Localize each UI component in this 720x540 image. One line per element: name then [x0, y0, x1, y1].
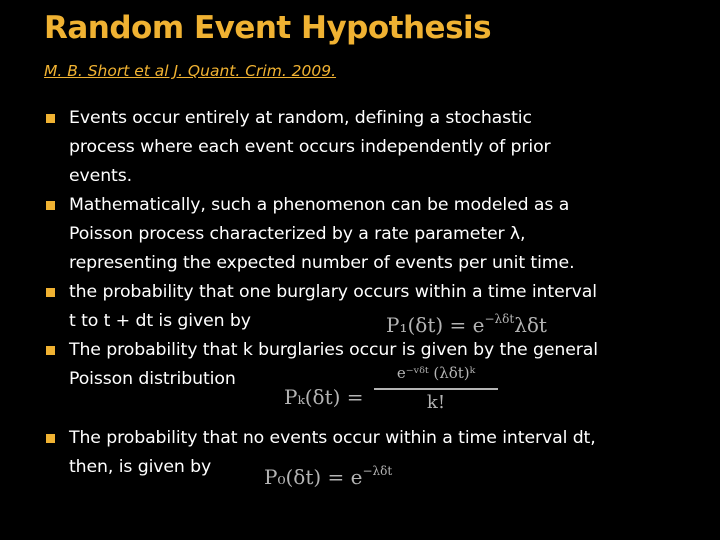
- bullet-marker: [46, 288, 55, 297]
- bullet-text: [69, 191, 574, 278]
- equation-p0: [264, 464, 392, 489]
- bullet-line: events.: [69, 166, 133, 186]
- slide-title: Random Event Hypothesis: [44, 10, 492, 46]
- bullet-line: then, is given by: [69, 457, 212, 477]
- bullet-line: process where each event occurs independently of prior: [69, 137, 551, 157]
- equation-p0-lhs: P₀(δt) = e: [264, 465, 363, 489]
- equation-pk-fraction-bar: [374, 388, 498, 390]
- bullet-line: the probability that one burglary occurs within a time interval: [69, 282, 597, 302]
- bullet-marker: [46, 201, 55, 210]
- slide-subtitle: M. B. Short et al J. Quant. Crim. 2009.: [44, 62, 337, 80]
- equation-p1: [386, 312, 547, 337]
- equation-p0-exponent: −λδt: [362, 464, 393, 478]
- bullet-line: Poisson distribution: [69, 369, 236, 389]
- equation-p1-exponent: −λδt: [484, 312, 515, 326]
- bullet-line: Events occur entirely at random, defining a stochastic: [69, 108, 532, 128]
- bullet-line: t to t + dt is given by: [69, 311, 251, 331]
- equation-p1-rhs: λδt: [514, 313, 547, 337]
- equation-p1-lhs: P₁(δt) = e: [386, 313, 485, 337]
- bullet-text: [69, 104, 551, 191]
- bullet-line: representing the expected number of events per unit time.: [69, 253, 575, 273]
- bullet-marker: [46, 434, 55, 443]
- bullet-line: Poisson process characterized by a rate parameter λ,: [69, 224, 526, 244]
- bullet-line: The probability that k burglaries occur is given by the general: [69, 340, 598, 360]
- equation-pk-numerator: e⁻ᵛᵟᵗ (λδt)ᵏ: [396, 364, 476, 382]
- bullet-marker: [46, 346, 55, 355]
- bullet-line: Mathematically, such a phenomenon can be modeled as a: [69, 195, 570, 215]
- bullet-marker: [46, 114, 55, 123]
- bullet-line: The probability that no events occur within a time interval dt,: [69, 428, 596, 448]
- equation-pk-denominator: k!: [426, 392, 446, 413]
- equation-pk-fraction: [374, 364, 498, 424]
- equation-pk-lhs: Pₖ(δt) =: [284, 385, 364, 409]
